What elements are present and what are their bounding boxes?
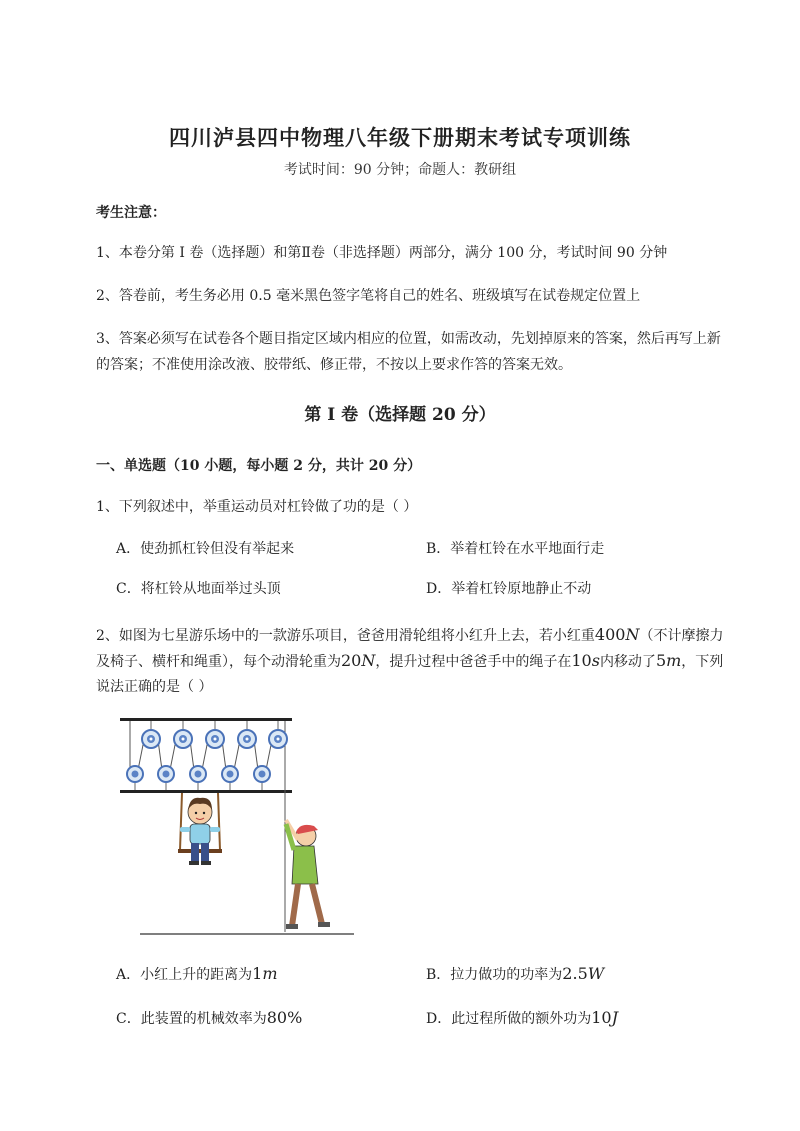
q2-text: （不计摩擦力	[639, 628, 724, 644]
notice-item-3: 3、答案必须写在试卷各个题目指定区域内相应的位置，如需改动，先划掉原来的答案，然后再写上新	[96, 331, 721, 347]
q1-option-c[interactable]: C．将杠铃从地面举过头顶	[116, 581, 281, 597]
section-title: 第 I 卷（选择题 20 分）	[304, 405, 496, 425]
q2-option-d-value: 10	[591, 1008, 612, 1027]
q2-stem-line-3: 说法正确的是（ ）	[96, 679, 213, 695]
q2-option-b-value: 2.5	[562, 964, 588, 983]
q2-text: ，下列	[681, 654, 724, 670]
exam-info: 考试时间：90 分钟；命题人：教研组	[283, 162, 517, 178]
q2-option-a[interactable]	[116, 964, 277, 984]
question-group-heading: 一、单选题（10 小题，每小题 2 分，共计 20 分）	[96, 458, 422, 474]
swing-rope-right	[218, 793, 220, 850]
page-title: 四川泸县四中物理八年级下册期末考试专项训练	[169, 125, 631, 150]
q2-option-a-value: 1	[252, 964, 263, 983]
q2-text: 及椅子、横杆和绳重），每个动滑轮重为	[96, 654, 341, 670]
father-icon	[286, 820, 330, 929]
q2-unit: m	[666, 651, 682, 670]
child-icon	[178, 798, 222, 865]
q2-option-d-unit: J	[611, 1008, 619, 1027]
q2-option-d-text: D．此过程所做的额外功为	[426, 1011, 592, 1027]
q1-option-a[interactable]: A．使劲抓杠铃但没有举起来	[116, 541, 295, 557]
q2-stem-line-1	[96, 622, 776, 649]
q2-option-d[interactable]	[426, 1008, 618, 1028]
swing-seat	[178, 849, 222, 853]
q2-time-value: 10	[571, 651, 592, 670]
q2-option-b[interactable]	[426, 964, 604, 984]
q2-text: ，提升过程中爸爸手中的绳子在	[375, 654, 572, 670]
q1-stem: 1、下列叙述中，举重运动员对杠铃做了功的是（ ）	[96, 499, 418, 515]
q2-option-c[interactable]	[116, 1008, 302, 1028]
notice-item-2: 2、答卷前，考生务必用 0.5 毫米黑色签字笔将自己的姓名、班级填写在试卷规定位置上	[96, 288, 641, 304]
notice-item-1: 1、本卷分第 I 卷（选择题）和第Ⅱ卷（非选择题）两部分，满分 100 分，考试时间 90 分钟	[96, 245, 668, 261]
q2-option-b-unit: W	[587, 964, 605, 983]
q2-distance-value: 5	[655, 651, 667, 670]
q2-text: 内移动了	[599, 654, 656, 670]
q2-option-c-value: 80%	[266, 1008, 303, 1027]
q1-option-d[interactable]: D．举着杠铃原地静止不动	[426, 581, 592, 597]
movable-pulleys	[127, 766, 270, 790]
fixed-pulleys	[142, 721, 287, 748]
swing-rope-left	[180, 793, 182, 850]
q1-option-b[interactable]: B．举着杠铃在水平地面行走	[426, 541, 605, 557]
q2-text: 2、如图为七星游乐场中的一款游乐项目，爸爸用滑轮组将小红升上去，若小红重	[96, 628, 595, 644]
q2-option-a-text: A．小红上升的距离为	[116, 967, 253, 983]
q2-weight-unit: N	[625, 625, 640, 644]
movable-beam	[120, 790, 292, 793]
q2-unit: N	[361, 651, 376, 670]
q2-option-a-unit: m	[262, 964, 278, 983]
q2-pulley-weight: 20	[341, 651, 362, 670]
notice-heading: 考生注意：	[96, 205, 166, 221]
q2-unit: s	[591, 651, 600, 670]
pulley-figure	[118, 712, 368, 942]
q2-option-b-text: B．拉力做功的功率为	[426, 967, 563, 983]
notice-item-3-cont: 的答案；不准使用涂改液、胶带纸、修正带，不按以上要求作答的答案无效。	[96, 357, 572, 373]
q2-option-c-text: C．此装置的机械效率为	[116, 1011, 267, 1027]
q2-weight-value: 400	[594, 625, 626, 644]
fixed-beam	[120, 718, 292, 721]
q2-stem-line-2	[96, 648, 776, 675]
